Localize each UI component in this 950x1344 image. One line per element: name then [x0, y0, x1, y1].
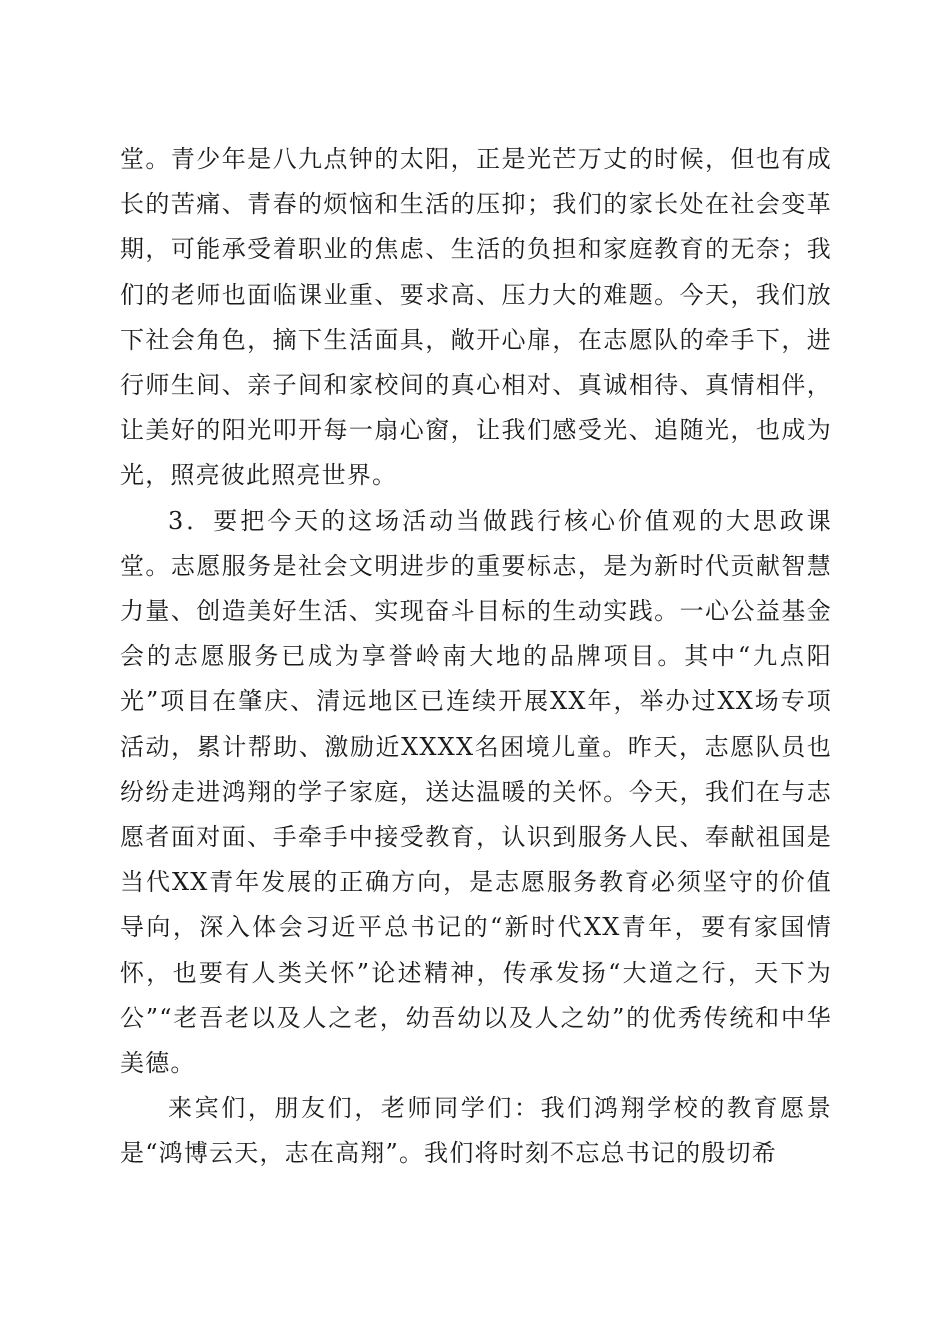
paragraph-point-3: 3．要把今天的这场活动当做践行核心价值观的大思政课堂。志愿服务是社会文明进步的重要标志，是为新时代贡献智慧力量、创造美好生活、实现奋斗目标的生动实践。一心公益基金会的志愿服务已成为享誉岭南大地的品牌项目。其中“九点阳光”项目在肇庆、清远地区已连续开展XX年，举办过XX场专项活动，累计帮助、激励近XXXX名困境儿童。昨天，志愿队员也纷纷走进鸿翔的学子家庭，送达温暖的关怀。今天，我们在与志愿者面对面、手牵手中接受教育，认识到服务人民、奉献祖国是当代XX青年发展的正确方向，是志愿服务教育必须坚守的价值导向，深入体会习近平总书记的“新时代XX青年，要有家国情怀，也要有人类关怀”论述精神，传承发扬“大道之行，天下为公”“老吾老以及人之老，幼吾幼以及人之幼”的优秀传统和中华美德。	[120, 506, 832, 1078]
document-body	[120, 137, 832, 1177]
paragraph-closing: 来宾们，朋友们，老师同学们：我们鸿翔学校的教育愿景是“鸿博云天，志在高翔”。我们将时刻不忘总书记的殷切希	[120, 1094, 832, 1168]
paragraph-continuation: 堂。青少年是八九点钟的太阳，正是光芒万丈的时候，但也有成长的苦痛、青春的烦恼和生活的压抑；我们的家长处在社会变革期，可能承受着职业的焦虑、生活的负担和家庭教育的无奈；我们的老师也面临课业重、要求高、压力大的难题。今天，我们放下社会角色，摘下生活面具，敞开心扉，在志愿队的牵手下，进行师生间、亲子间和家校间的真心相对、真诚相待、真情相伴，让美好的阳光叩开每一扇心窗，让我们感受光、追随光，也成为光，照亮彼此照亮世界。	[120, 145, 832, 490]
